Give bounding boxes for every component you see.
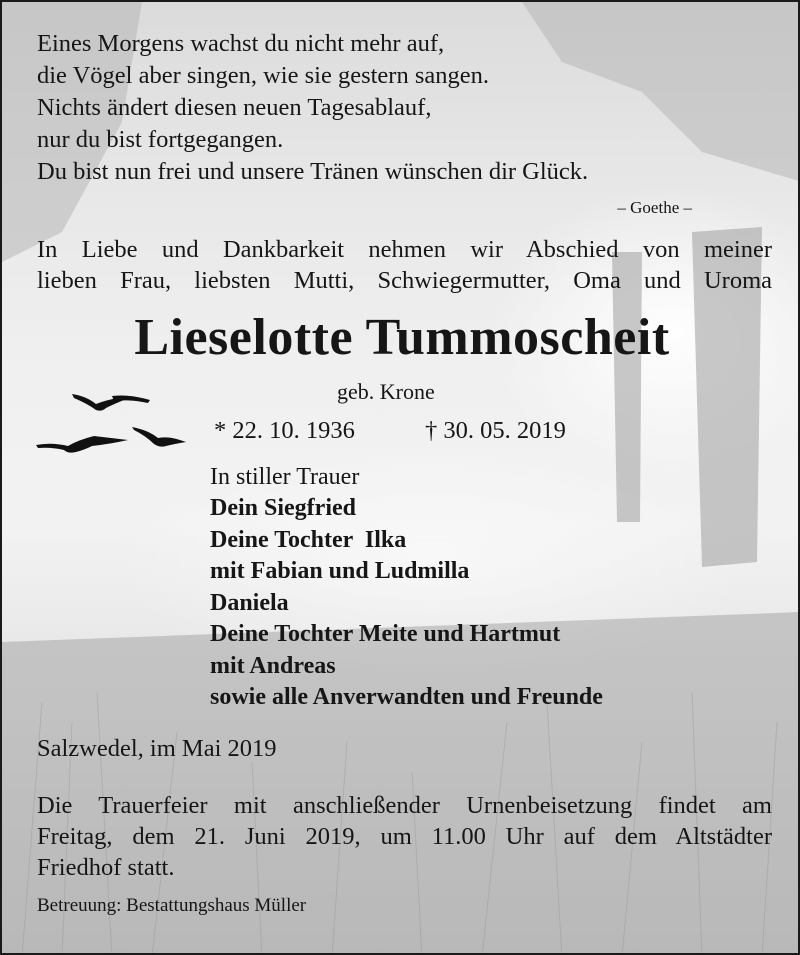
poem-line: Du bist nun frei und unsere Tränen wünschen dir Glück. bbox=[37, 158, 589, 185]
mourner-name: mit Fabian und Ludmilla bbox=[210, 558, 470, 584]
funeral-ceremony-info bbox=[37, 790, 772, 883]
mourner-name: Dein Siegfried bbox=[210, 495, 356, 521]
poem-attribution: – Goethe – bbox=[617, 198, 692, 217]
mourner-name: mit Andreas bbox=[210, 652, 336, 679]
flying-birds-icon bbox=[34, 384, 219, 464]
poem-line: nur du bist fortgegangen. bbox=[37, 126, 284, 153]
mourners-intro: In stiller Trauer bbox=[210, 464, 360, 490]
poem-line: die Vögel aber singen, wie sie gestern sangen. bbox=[37, 62, 489, 89]
ceremony-line: Die Trauerfeier mit anschließender Urnenbeisetzung findet am bbox=[37, 792, 772, 819]
intro-line: In Liebe und Dankbarkeit nehmen wir Abschied von meiner bbox=[37, 236, 772, 263]
mourner-name: Daniela bbox=[210, 589, 289, 616]
poem-line: Nichts ändert diesen neuen Tagesablauf, bbox=[37, 94, 432, 121]
intro-line: lieben Frau, liebsten Mutti, Schwiegermutter, Oma und Uroma bbox=[37, 267, 772, 294]
farewell-intro bbox=[37, 234, 772, 296]
death-date: † 30. 05. 2019 bbox=[425, 417, 566, 444]
poem-line: Eines Morgens wachst du nicht mehr auf, bbox=[37, 30, 445, 57]
maiden-name: geb. Krone bbox=[337, 379, 435, 404]
mourner-name: Deine Tochter Meite und Hartmut bbox=[210, 621, 561, 647]
mourners-list bbox=[210, 462, 770, 714]
ceremony-line: Freitag, dem 21. Juni 2019, um 11.00 Uhr auf dem Altstädter bbox=[37, 823, 772, 850]
place-and-date: Salzwedel, im Mai 2019 bbox=[37, 735, 277, 762]
birth-date: * 22. 10. 1936 bbox=[214, 417, 355, 444]
mourner-name: Deine Tochter Ilka bbox=[210, 526, 407, 553]
ceremony-line: Friedhof statt. bbox=[37, 854, 175, 881]
deceased-name: Lieselotte Tummoscheit bbox=[134, 309, 670, 366]
poem bbox=[37, 28, 737, 188]
undertaker-credit: Betreuung: Bestattungshaus Müller bbox=[37, 895, 307, 916]
mourner-name: sowie alle Anverwandten und Freunde bbox=[210, 684, 603, 710]
